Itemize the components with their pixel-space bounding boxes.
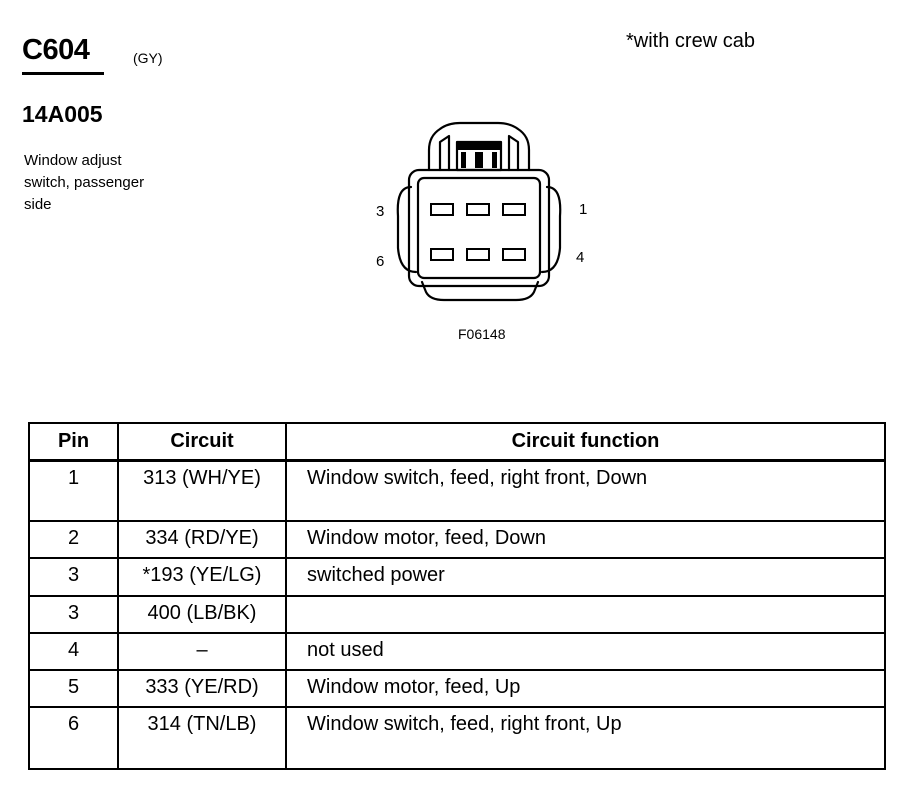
header-pin: Pin xyxy=(29,423,118,461)
connector-description xyxy=(24,150,184,216)
latch-rib-left xyxy=(440,136,449,170)
cell-pin: 1 xyxy=(29,461,118,521)
pin-terminals xyxy=(431,204,525,260)
cell-pin: 3 xyxy=(29,558,118,596)
cell-pin: 6 xyxy=(29,707,118,769)
cell-function: Window motor, feed, Down xyxy=(286,521,885,558)
right-ear xyxy=(542,187,560,272)
description-line: Window adjust xyxy=(24,152,122,169)
table-row xyxy=(29,707,885,769)
part-number: 14A005 xyxy=(22,101,103,127)
terminal-2 xyxy=(467,204,489,215)
header-circuit-function: Circuit function xyxy=(286,423,885,461)
connector-inner-face xyxy=(418,178,540,278)
left-ear xyxy=(398,187,416,272)
connector-body xyxy=(409,170,549,286)
pinout-table xyxy=(28,422,886,770)
connector-color-code: (GY) xyxy=(133,50,163,66)
connector-id-underline xyxy=(22,72,104,75)
pin-label-3: 3 xyxy=(376,203,385,220)
table-row xyxy=(29,558,885,596)
cell-pin: 2 xyxy=(29,521,118,558)
terminal-4 xyxy=(503,249,525,260)
description-line: switch, passenger xyxy=(24,174,145,191)
cell-circuit: – xyxy=(118,633,286,670)
table-row xyxy=(29,461,885,521)
cell-function: not used xyxy=(286,633,885,670)
connector-face-diagram xyxy=(360,112,610,312)
cell-pin: 4 xyxy=(29,633,118,670)
cell-function: Window switch, feed, right front, Up xyxy=(286,707,885,769)
cell-pin: 3 xyxy=(29,596,118,633)
pin-label-1: 1 xyxy=(579,201,588,218)
table-row xyxy=(29,633,885,670)
terminal-1 xyxy=(503,204,525,215)
bottom-lip xyxy=(422,282,538,300)
cell-function: Window motor, feed, Up xyxy=(286,670,885,707)
cell-circuit: *193 (YE/LG) xyxy=(118,558,286,596)
terminal-3 xyxy=(431,204,453,215)
crew-cab-note: *with crew cab xyxy=(626,30,755,52)
header-circuit: Circuit xyxy=(118,423,286,461)
cell-circuit: 314 (TN/LB) xyxy=(118,707,286,769)
terminal-5 xyxy=(467,249,489,260)
table-header-row xyxy=(29,423,885,461)
description-line: side xyxy=(24,196,52,213)
terminal-6 xyxy=(431,249,453,260)
cell-circuit: 333 (YE/RD) xyxy=(118,670,286,707)
cell-circuit: 334 (RD/YE) xyxy=(118,521,286,558)
connector-id: C604 xyxy=(22,34,90,66)
connector-face-drawing xyxy=(360,112,610,312)
cell-circuit: 313 (WH/YE) xyxy=(118,461,286,521)
cell-circuit: 400 (LB/BK) xyxy=(118,596,286,633)
latch-rib-right xyxy=(509,136,518,170)
table-row xyxy=(29,596,885,633)
cell-function xyxy=(286,596,885,633)
pin-label-6: 6 xyxy=(376,253,385,270)
figure-code: F06148 xyxy=(458,326,506,342)
cell-function: Window switch, feed, right front, Down xyxy=(286,461,885,521)
table-row xyxy=(29,521,885,558)
lock-tab-detail xyxy=(457,142,501,168)
cell-function: switched power xyxy=(286,558,885,596)
pin-label-4: 4 xyxy=(576,249,585,266)
cell-pin: 5 xyxy=(29,670,118,707)
table-row xyxy=(29,670,885,707)
